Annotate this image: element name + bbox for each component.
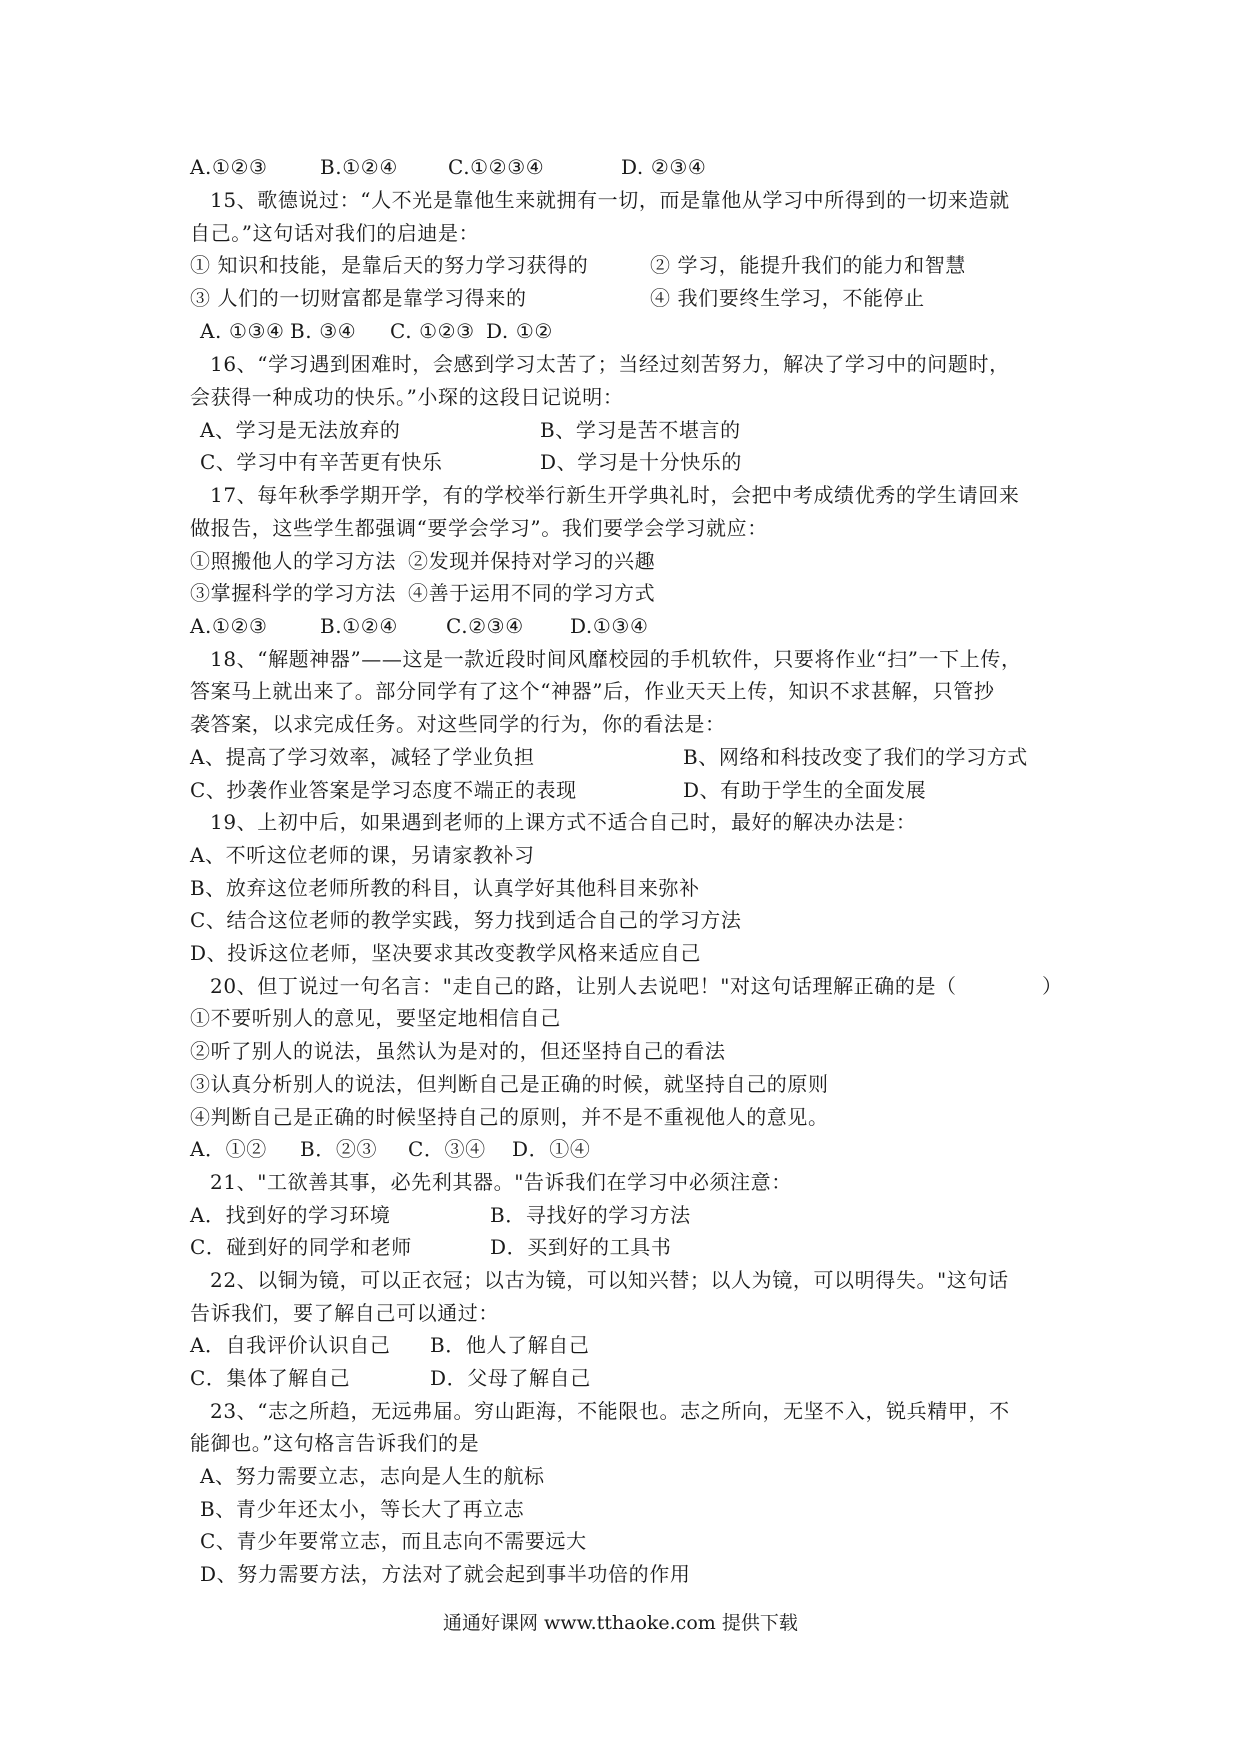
text-line: 答案马上就出来了。部分同学有了这个“神器”后，作业天天上传，知识不求甚解，只管抄 [190, 679, 995, 703]
text-line: 18、“解题神器”——这是一款近段时间风靡校园的手机软件，只要将作业“扫”一下上传， [210, 647, 1022, 671]
option-text: C．③④ [408, 1137, 486, 1161]
option-text: D. ①② [486, 319, 553, 343]
option-text: D．①④ [512, 1137, 591, 1161]
text-line: ③掌握科学的学习方法 [190, 581, 396, 605]
text-line: D、努力需要方法，方法对了就会起到事半功倍的作用 [200, 1562, 691, 1586]
option-text: C. ①②③ [390, 319, 475, 343]
option-text: B. ③④ [290, 319, 357, 343]
text-line: ①不要听别人的意见，要坚定地相信自己 [190, 1006, 561, 1030]
text-line: A．①② [190, 1137, 267, 1161]
footer-text: 通通好课网 www.tthaoke.com 提供下载 [443, 1612, 798, 1634]
text-line: A.①②③ [190, 614, 268, 638]
text-line: C．集体了解自己 [190, 1366, 351, 1390]
text-line: 23、“志之所趋，无远弗届。穷山距海，不能限也。志之所向，无坚不入，锐兵精甲，不 [210, 1399, 1010, 1423]
text-line: A. ①③④ [200, 319, 285, 343]
text-line: 17、每年秋季学期开学，有的学校举行新生开学典礼时，会把中考成绩优秀的学生请回来 [210, 483, 1020, 507]
text-line: ④判断自己是正确的时候坚持自己的原则，并不是不重视他人的意见。 [190, 1105, 829, 1129]
text-line: A、努力需要立志，志向是人生的航标 [200, 1464, 545, 1488]
text-line: A、不听这位老师的课，另请家教补习 [190, 843, 535, 867]
option-text: C.①②③④ [448, 155, 545, 179]
option-text: D、学习是十分快乐的 [540, 450, 743, 474]
text-line: 做报告，这些学生都强调“要学会学习”。我们要学会学习就应： [190, 516, 768, 540]
text-line: A.①②③ [190, 155, 268, 179]
option-text: D．父母了解自己 [430, 1366, 591, 1390]
text-line: C、结合这位老师的教学实践，努力找到适合自己的学习方法 [190, 908, 742, 932]
option-text: B.①②④ [320, 155, 398, 179]
text-line: A．自我评价认识自己 [190, 1333, 391, 1357]
text-line: ① 知识和技能，是靠后天的努力学习获得的 [190, 253, 589, 277]
text-line: C、青少年要常立志，而且志向不需要远大 [200, 1529, 587, 1553]
text-line: 19、上初中后，如果遇到老师的上课方式不适合自己时，最好的解决办法是： [210, 810, 917, 834]
text-line: 告诉我们，要了解自己可以通过： [190, 1301, 499, 1325]
option-text: B．寻找好的学习方法 [490, 1203, 691, 1227]
text-line: ③ 人们的一切财富都是靠学习得来的 [190, 286, 527, 310]
text-line: 22、以铜为镜，可以正衣冠；以古为镜，可以知兴替；以人为镜，可以明得失。"这句话 [210, 1268, 1009, 1292]
option-text: B、网络和科技改变了我们的学习方式 [683, 745, 1028, 769]
option-text: ②发现并保持对学习的兴趣 [408, 549, 656, 573]
option-text: ④ 我们要终生学习，不能停止 [650, 286, 925, 310]
option-text: D、有助于学生的全面发展 [683, 778, 927, 802]
text-line: A．找到好的学习环境 [190, 1203, 391, 1227]
text-line: C、学习中有辛苦更有快乐 [200, 450, 443, 474]
text-line: 能御也。”这句格言告诉我们的是 [190, 1431, 480, 1455]
option-text: B.①②④ [320, 614, 398, 638]
text-line: 袭答案，以求完成任务。对这些同学的行为，你的看法是： [190, 712, 726, 736]
text-line: C、抄袭作业答案是学习态度不端正的表现 [190, 778, 577, 802]
option-text: ） [1042, 974, 1063, 998]
option-text: ② 学习，能提升我们的能力和智慧 [650, 253, 966, 277]
option-text: ④善于运用不同的学习方式 [408, 581, 656, 605]
text-line: 16、“学习遇到困难时，会感到学习太苦了；当经过刻苦努力，解决了学习中的问题时， [210, 352, 1010, 376]
text-line: ①照搬他人的学习方法 [190, 549, 396, 573]
text-line: B、青少年还太小，等长大了再立志 [200, 1497, 525, 1521]
option-text: C.②③④ [446, 614, 524, 638]
option-text: B．他人了解自己 [430, 1333, 590, 1357]
text-line: ③认真分析别人的说法，但判断自己是正确的时候，就坚持自己的原则 [190, 1072, 829, 1096]
text-line: A、提高了学习效率，减轻了学业负担 [190, 745, 535, 769]
text-line: 15、歌德说过：“人不光是靠他生来就拥有一切，而是靠他从学习中所得到的一切来造就 [210, 188, 1010, 212]
text-line: D、投诉这位老师，坚决要求其改变教学风格来适应自己 [190, 941, 702, 965]
text-line: 会获得一种成功的快乐。”小琛的这段日记说明： [190, 385, 624, 409]
text-line: A、学习是无法放弃的 [200, 418, 401, 442]
text-line: 21、"工欲善其事，必先利其器。"告诉我们在学习中必须注意： [210, 1170, 792, 1194]
option-text: B、学习是苦不堪言的 [540, 418, 741, 442]
text-line: 20、但丁说过一句名言："走自己的路，让别人去说吧！"对这句话理解正确的是（ [210, 974, 957, 998]
text-line: 自己。”这句话对我们的启迪是： [190, 221, 480, 245]
option-text: D. ②③④ [621, 155, 707, 179]
option-text: D.①③④ [570, 614, 649, 638]
option-text: D．买到好的工具书 [490, 1235, 672, 1259]
option-text: B．②③ [300, 1137, 378, 1161]
text-line: B、放弃这位老师所教的科目，认真学好其他科目来弥补 [190, 876, 700, 900]
text-line: ②听了别人的说法，虽然认为是对的，但还坚持自己的看法 [190, 1039, 726, 1063]
text-line: C．碰到好的同学和老师 [190, 1235, 412, 1259]
